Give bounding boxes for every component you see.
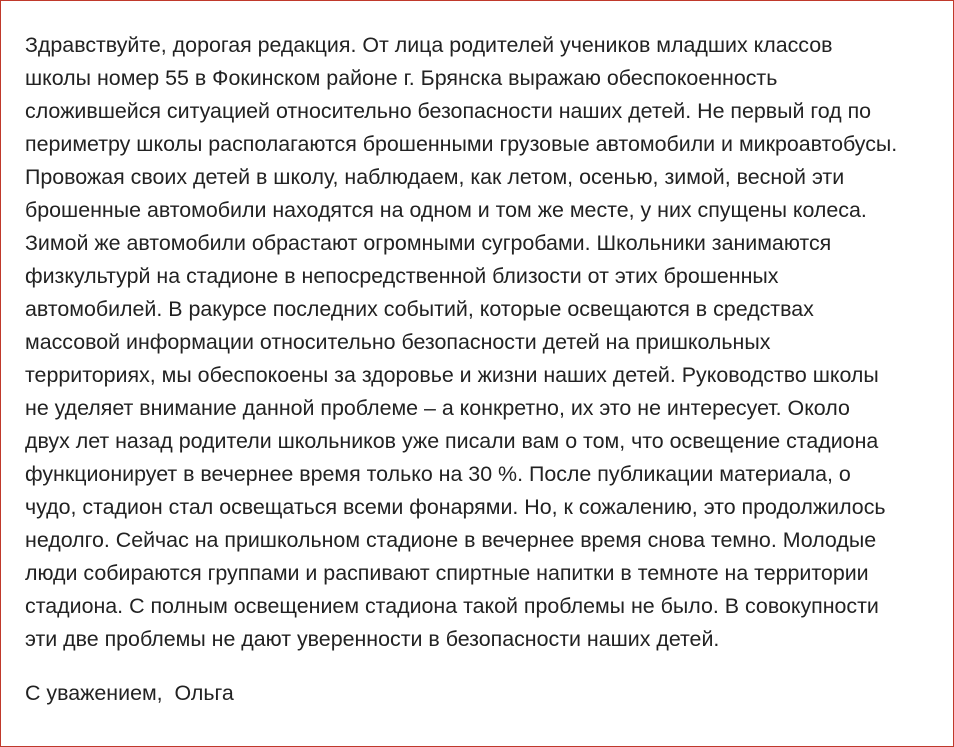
letter-line: периметру школы располагаются брошенными грузовые автомобили и микроавтобусы.	[25, 132, 898, 156]
letter-line: люди собираются группами и распивают спиртные напитки в темноте на территории	[25, 561, 869, 585]
letter-line: недолго. Сейчас на пришкольном стадионе в вечернее время снова темно. Молодые	[25, 528, 877, 552]
letter-line: чудо, стадион стал освещаться всеми фонарями. Но, к сожалению, это продолжилось	[25, 495, 886, 519]
letter-line: Здравствуйте, дорогая редакция. От лица родителей учеников младших классов	[25, 33, 833, 57]
letter-line: двух лет назад родители школьников уже писали вам о том, что освещение стадиона	[25, 429, 879, 453]
letter-line: Зимой же автомобили обрастают огромными сугробами. Школьники занимаются	[25, 231, 832, 255]
letter-line: эти две проблемы не дают уверенности в безопасности наших детей.	[25, 627, 720, 651]
letter-body	[25, 29, 945, 656]
letter-line: функционирует в вечернее время только на 30 %. После публикации материала, о	[25, 462, 851, 486]
letter-line: сложившейся ситуацией относительно безопасности наших детей. Не первый год по	[25, 99, 872, 123]
letter-signature: С уважением, Ольга	[25, 681, 234, 705]
letter-line: массовой информации относительно безопасности детей на пришкольных	[25, 330, 771, 354]
letter-line: автомобилей. В ракурсе последних событий, которые освещаются в средствах	[25, 297, 814, 321]
letter-line: брошенные автомобили находятся на одном и том же месте, у них спущены колеса.	[25, 198, 867, 222]
letter-line: не уделяет внимание данной проблеме – а конкретно, их это не интересует. Около	[25, 396, 850, 420]
letter-line: школы номер 55 в Фокинском районе г. Брянска выражаю обеспокоенность	[25, 66, 778, 90]
letter-line: физкультурй на стадионе в непосредственной близости от этих брошенных	[25, 264, 779, 288]
letter-line: Провожая своих детей в школу, наблюдаем, как летом, осенью, зимой, весной эти	[25, 165, 845, 189]
letter-line: территориях, мы обеспокоены за здоровье и жизни наших детей. Руководство школы	[25, 363, 879, 387]
letter-line: стадиона. С полным освещением стадиона такой проблемы не было. В совокупности	[25, 594, 879, 618]
